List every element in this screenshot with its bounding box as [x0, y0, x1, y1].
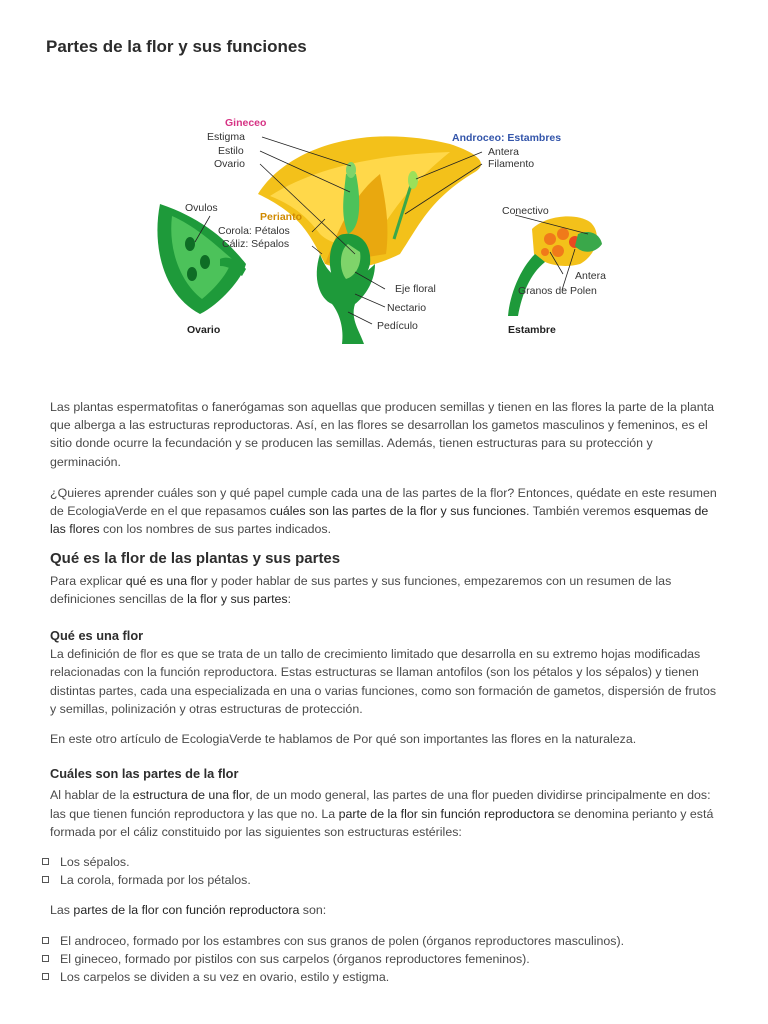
paragraph-structure: Al hablar de la estructura de una flor, de un modo general, las partes de una flor pueden dividirse principalmente en dos: las que tienen función reproductora y las que no. La parte de la flor sin función reproductora se denomina perianto y está formada por el cáliz constituido por las siguientes son estructuras estériles:: [50, 788, 714, 839]
link-flor-partes[interactable]: la flor y sus partes: [187, 591, 288, 606]
paragraph-reproductive: Las partes de la flor con función reproductora son:: [50, 903, 327, 918]
checkbox-icon: [42, 937, 49, 944]
list-item: El androceo, formado por los estambres con sus granos de polen (órganos reproductores masculinos).: [50, 932, 722, 950]
link-que-es-flor[interactable]: qué es una flor: [125, 573, 208, 588]
paragraph-other-article: En este otro artículo de EcologiaVerde te hablamos de Por qué son importantes las flores en la naturaleza.: [50, 732, 637, 747]
label-estilo: Estilo: [218, 145, 244, 157]
list-item: El gineceo, formado por pistilos con sus carpelos (órganos reproductores femeninos).: [50, 950, 722, 968]
paragraph-explain: Para explicar qué es una flor y poder hablar de sus partes y sus funciones, empezaremos con un resumen de las definiciones sencillas de la flor y sus partes:: [50, 573, 672, 606]
label-caliz: Cáliz: Sépalos: [222, 238, 290, 250]
flower-illustration: [258, 136, 481, 344]
link-sin-funcion[interactable]: parte de la flor sin función reproductora: [338, 806, 555, 821]
list-item: Los carpelos se dividen a su vez en ovario, estilo y estigma.: [50, 968, 722, 986]
label-corola: Corola: Pétalos: [218, 225, 290, 237]
checkbox-icon: [42, 973, 49, 980]
list-sterile: [50, 853, 722, 889]
label-antera-stamen: Antera: [575, 270, 606, 282]
list-item: Los sépalos.: [50, 853, 722, 871]
ovary-illustration: [157, 204, 246, 314]
label-perianto: Perianto: [260, 211, 303, 223]
paragraph-definition: La definición de flor es que se trata de un tallo de crecimiento limitado que desarrolla en su extremo hojas modificadas relacionadas con la función reproductora. Estas estructuras se llaman antofilos (son los pétalos y los sépalos) y tienen distintas partes, cada una especializada en una o varias funciones, como son formación de gametos, dispersión de frutos y semillas, polinización y otras estructuras de protección.: [50, 647, 717, 716]
link-con-funcion[interactable]: partes de la flor con función reproductora: [73, 903, 300, 918]
label-granos: Granos de Polen: [518, 285, 597, 297]
label-eje: Eje floral: [395, 283, 436, 295]
link-estructura[interactable]: estructura de una flor: [132, 788, 250, 803]
label-nectario: Nectario: [387, 302, 427, 314]
checkbox-icon: [42, 858, 49, 865]
page-title: Partes de la flor y sus funciones: [46, 37, 307, 56]
list-reproductive: [50, 932, 722, 987]
checkbox-icon: [42, 876, 49, 883]
article-body: [50, 398, 722, 986]
link-esquemas[interactable]: esquemas de las flores: [50, 504, 709, 537]
flower-diagram: [150, 104, 620, 344]
caption-estambre: Estambre: [508, 324, 556, 336]
subheading-que-es: Qué es una flor: [50, 628, 144, 644]
label-ovulos: Ovulos: [185, 202, 218, 214]
label-conectivo: Conectivo: [502, 205, 549, 217]
label-antera: Antera: [488, 146, 519, 158]
label-filamento: Filamento: [488, 158, 535, 170]
label-androceo: Androceo: Estambres: [452, 132, 562, 144]
label-ovario: Ovario: [214, 158, 245, 170]
paragraph-intro: Las plantas espermatofitas o fanerógamas son aquellas que producen semillas y tienen en las flores la parte de la planta que alberga a las estructuras reproductoras. Así, en las flores se desarrollan los gametos masculinos y femeninos, es el sitio donde ocurre la fecundación y se producen las semillas. Además, tienen estructuras para su protección y germinación.: [50, 400, 714, 469]
stamen-illustration: [508, 216, 602, 316]
paragraph-learn: ¿Quieres aprender cuáles son y qué papel cumple cada una de las partes de la flor? Entonces, quédate en este resumen de EcologiaVerde en el que repasamos cuáles son las partes de la flor y sus funciones. También veremos esquemas de las flores con los nombres de sus partes indicados.: [50, 485, 717, 537]
label-gineceo: Gineceo: [225, 117, 267, 129]
label-pediculo: Pedículo: [377, 320, 418, 332]
list-item: La corola, formada por los pétalos.: [50, 871, 722, 889]
caption-ovario: Ovario: [187, 324, 221, 336]
link-partes-funciones[interactable]: cuáles son las partes de la flor y sus funciones: [269, 504, 526, 519]
checkbox-icon: [42, 955, 49, 962]
section-heading: Qué es la flor de las plantas y sus partes: [50, 550, 341, 568]
label-estigma: Estigma: [207, 131, 245, 143]
subheading-cuales: Cuáles son las partes de la flor: [50, 766, 239, 782]
